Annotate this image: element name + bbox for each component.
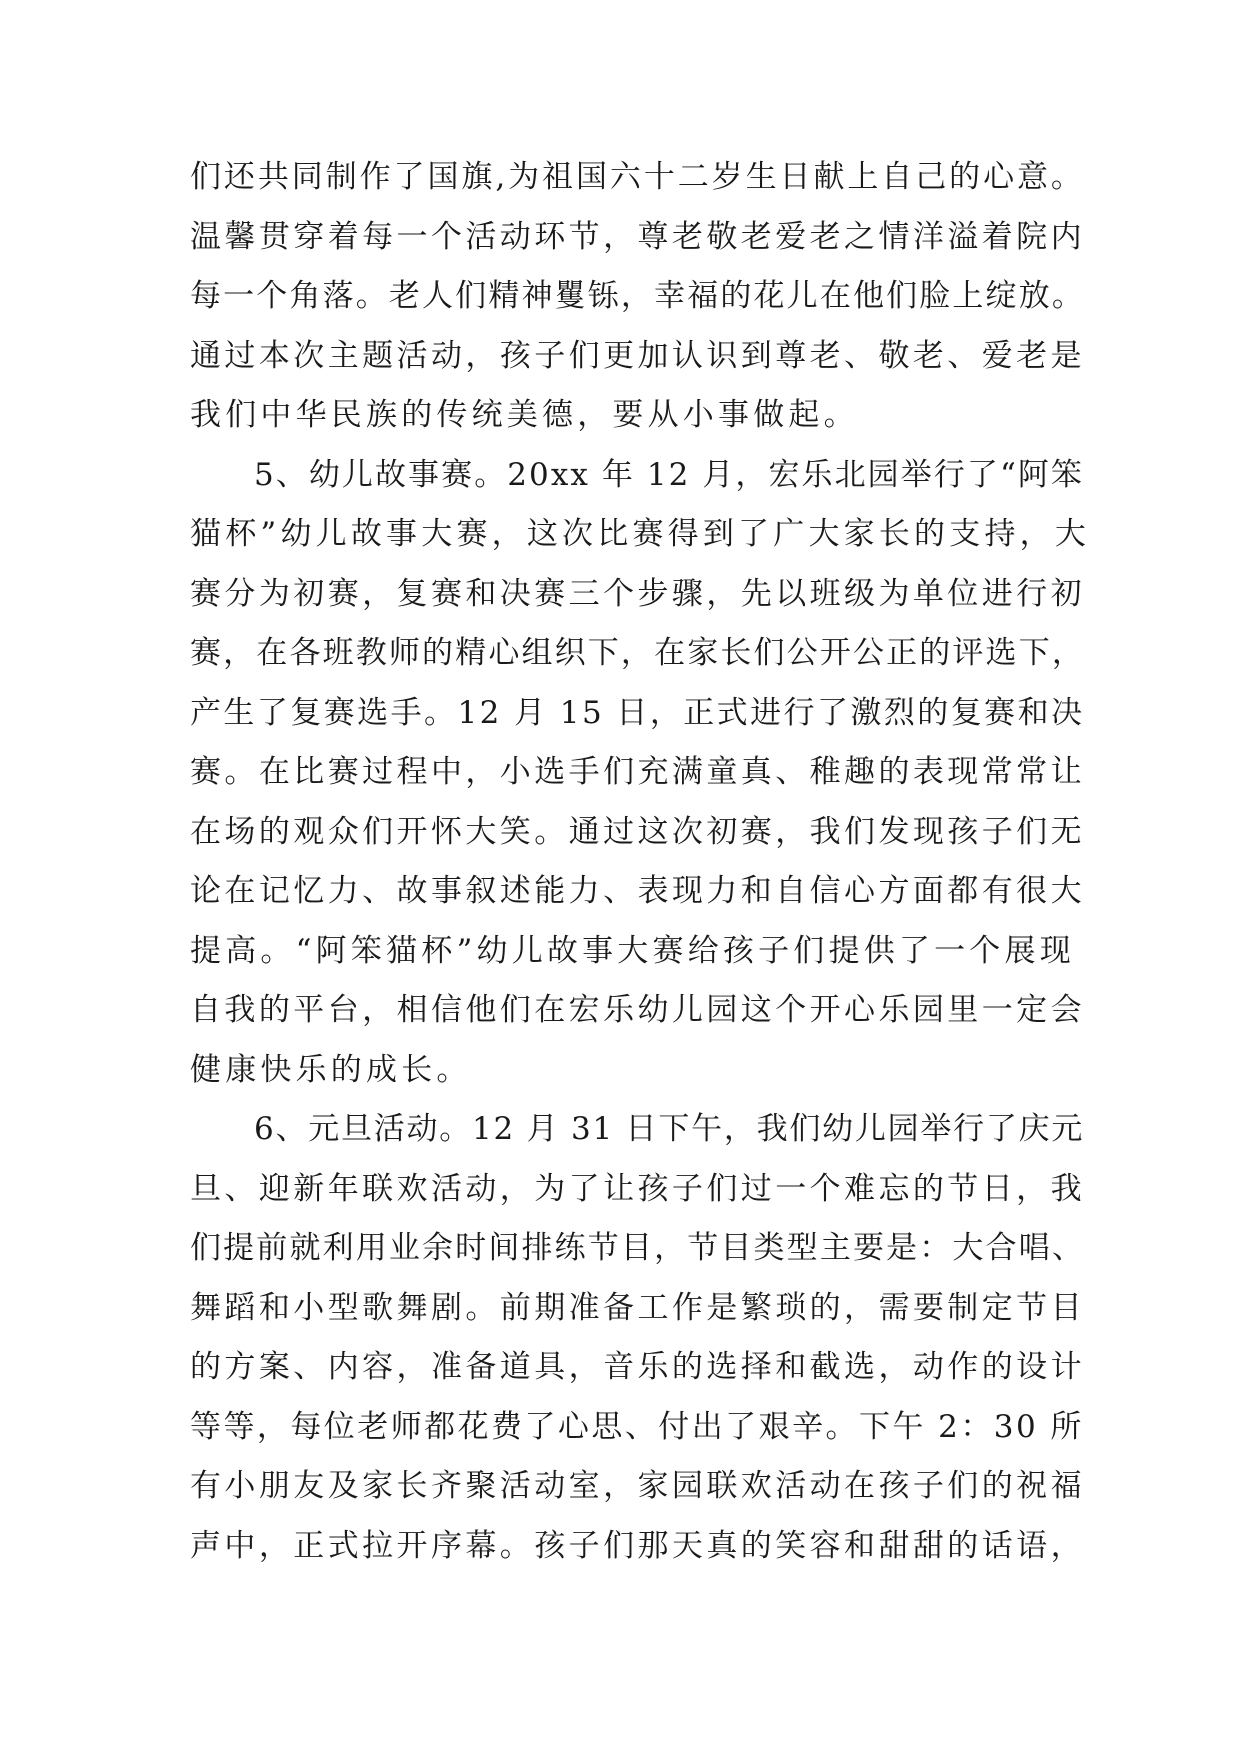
text-line: 通过本次主题活动，孩子们更加认识到尊老、敬老、爱老是 <box>190 337 1085 374</box>
text-line: 每一个角落。老人们精神矍铄，幸福的花儿在他们脸上绽放。 <box>190 278 1085 314</box>
text-line: 们还共同制作了国旗,为祖国六十二岁生日献上自己的心意。 <box>190 159 1085 195</box>
text-line: 自我的平台，相信他们在宏乐幼儿园这个开心乐园里一定会 <box>190 992 1085 1028</box>
text-line: 舞蹈和小型歌舞剧。前期准备工作是繁琐的，需要制定节目 <box>190 1289 1085 1326</box>
text-line: 我们中华民族的传统美德，要从小事做起。 <box>190 397 859 433</box>
text-line: 在场的观众们开怀大笑。通过这次初赛，我们发现孩子们无 <box>190 813 1085 850</box>
text-line: 温馨贯穿着每一个活动环节，尊老敬老爱老之情洋溢着院内 <box>190 218 1085 255</box>
text-line: 赛。在比赛过程中，小选手们充满童真、稚趣的表现常常让 <box>190 754 1085 790</box>
text-line: 产生了复赛选手。12 月 15 日，正式进行了激烈的复赛和决 <box>190 694 1085 731</box>
text-line: 有小朋友及家长齐聚活动室，家园联欢活动在孩子们的祝福 <box>190 1468 1085 1504</box>
text-line: 等等，每位老师都花费了心思、付出了艰辛。下午 2：30 所 <box>190 1408 1084 1445</box>
text-line: 赛分为初赛，复赛和决赛三个步骤，先以班级为单位进行初 <box>190 575 1085 612</box>
text-line: 们提前就利用业余时间排练节目，节目类型主要是：大合唱、 <box>190 1230 1085 1266</box>
text-line: 旦、迎新年联欢活动，为了让孩子们过一个难忘的节日，我 <box>190 1170 1085 1207</box>
text-line: 提高。“阿笨猫杯”幼儿故事大赛给孩子们提供了一个展现 <box>190 932 1075 969</box>
text-line: 赛，在各班教师的精心组织下，在家长们公开公正的评选下， <box>190 635 1085 671</box>
text-line: 健康快乐的成长。 <box>190 1051 472 1088</box>
text-line: 声中，正式拉开序幕。孩子们那天真的笑容和甜甜的话语， <box>190 1527 1085 1564</box>
paragraph-first-line: 5、幼儿故事赛。20xx 年 12 月，宏乐北园举行了“阿笨 <box>254 456 1084 493</box>
text-line: 的方案、内容，准备道具，音乐的选择和截选，动作的设计 <box>190 1349 1085 1385</box>
body-text <box>190 148 1090 1576</box>
text-line: 论在记忆力、故事叙述能力、表现力和自信心方面都有很大 <box>190 873 1085 909</box>
paragraph-first-line: 6、元旦活动。12 月 31 日下午，我们幼儿园举行了庆元 <box>254 1111 1085 1147</box>
text-line: 猫杯”幼儿故事大赛，这次比赛得到了广大家长的支持，大 <box>190 516 1091 552</box>
